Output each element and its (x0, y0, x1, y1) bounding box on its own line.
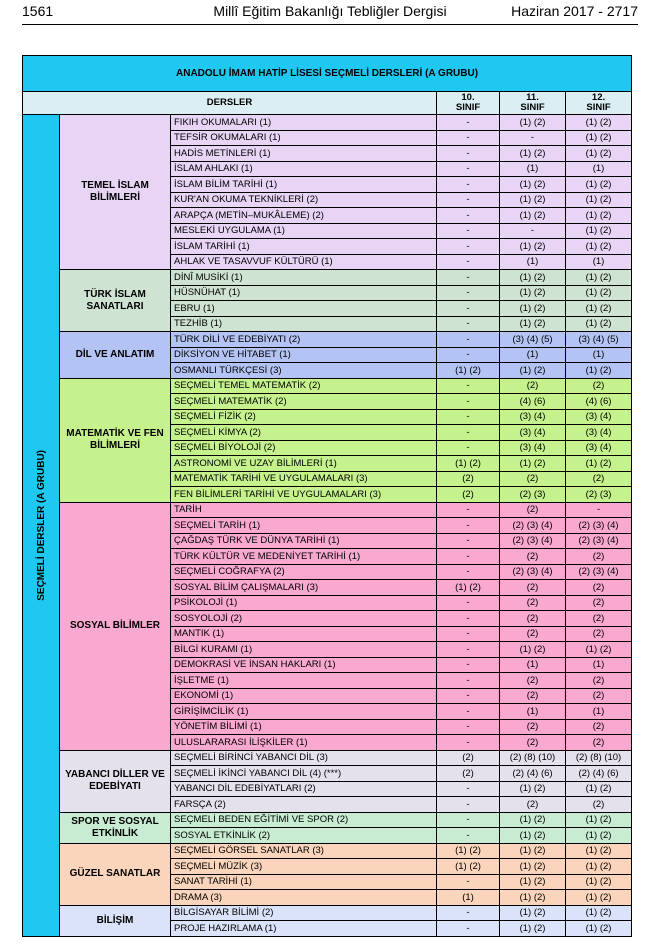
group-name: DİL VE ANLATIM (60, 332, 171, 379)
grade-11-hours: (1) (2) (500, 905, 566, 921)
grade-11-hours: (1) (2) (500, 642, 566, 658)
group-name: BİLİŞİM (60, 905, 171, 936)
grade-10-hours: (2) (437, 750, 500, 766)
grade-12-hours: (1) (2) (566, 177, 632, 193)
grade-10-hours: (1) (2) (437, 859, 500, 875)
grade-10-hours: - (437, 223, 500, 239)
grade-10-hours: - (437, 719, 500, 735)
grade-12-hours: (1) (2) (566, 130, 632, 146)
page-number: 1561 (22, 3, 54, 19)
grade-11-hours: (1) (2) (500, 270, 566, 286)
grade-12-hours: (4) (6) (566, 394, 632, 410)
grade-12-hours: (1) (2) (566, 239, 632, 255)
course-name: BİLGİSAYAR BİLİMİ (2) (171, 905, 437, 921)
grade-12-hours: (1) (566, 657, 632, 673)
course-name: MESLEKİ UYGULAMA (1) (171, 223, 437, 239)
course-name: İSLAM BİLİM TARİHİ (1) (171, 177, 437, 193)
grade-12-hours: (1) (2) (566, 905, 632, 921)
course-name: SEÇMELİ COĞRAFYA (2) (171, 564, 437, 580)
table-row (23, 378, 632, 394)
course-name: BİLGİ KURAMI (1) (171, 642, 437, 658)
grade-12-hours: (2) (566, 719, 632, 735)
grade-11-hours: (1) (500, 704, 566, 720)
grade-10-hours: - (437, 177, 500, 193)
grade-12-hours: (1) (2) (566, 874, 632, 890)
course-name: MATEMATİK TARİHİ VE UYGULAMALARI (3) (171, 471, 437, 487)
grade-12-hours: (1) (2) (566, 890, 632, 906)
grade-11-hours: (2) (500, 549, 566, 565)
table-row (23, 270, 632, 286)
course-name: TÜRK KÜLTÜR VE MEDENİYET TARİHİ (1) (171, 549, 437, 565)
grade-12-hours: (2) (566, 580, 632, 596)
grade-10-hours: (1) (2) (437, 363, 500, 379)
header-grade-12: 12. SINIF (566, 92, 632, 115)
grade-10-hours: - (437, 533, 500, 549)
course-name: SEÇMELİ TARİH (1) (171, 518, 437, 534)
course-name: DİKSİYON VE HİTABET (1) (171, 347, 437, 363)
grade-11-hours: (2) (500, 673, 566, 689)
course-name: İSLAM AHLAKI (1) (171, 161, 437, 177)
grade-12-hours: (3) (4) (566, 409, 632, 425)
grade-12-hours: (1) (2) (566, 223, 632, 239)
group-name: TEMEL İSLAM BİLİMLERİ (60, 115, 171, 270)
group-name: TÜRK İSLAM SANATLARI (60, 270, 171, 332)
grade-10-hours: (1) (2) (437, 843, 500, 859)
grade-10-hours: - (437, 394, 500, 410)
course-name: ASTRONOMİ VE UZAY BİLİMLERİ (1) (171, 456, 437, 472)
course-name: İŞLETME (1) (171, 673, 437, 689)
grade-11-hours: (3) (4) (500, 409, 566, 425)
course-name: HÜSNÜHAT (1) (171, 285, 437, 301)
grade-11-hours: (1) (2) (500, 921, 566, 937)
grade-12-hours: (2) (566, 611, 632, 627)
course-name: YÖNETİM BİLİMİ (1) (171, 719, 437, 735)
course-name: SEÇMELİ KİMYA (2) (171, 425, 437, 441)
grade-12-hours: (2) (566, 797, 632, 813)
course-name: FIKIH OKUMALARI (1) (171, 115, 437, 131)
grade-11-hours: (3) (4) (500, 440, 566, 456)
course-name: PSİKOLOJİ (1) (171, 595, 437, 611)
grade-12-hours: (1) (566, 161, 632, 177)
grade-12-hours: (1) (2) (566, 115, 632, 131)
grade-11-hours: (2) (3) (4) (500, 518, 566, 534)
table-title-row (23, 56, 632, 92)
table-row (23, 502, 632, 518)
grade-10-hours: (2) (437, 471, 500, 487)
grade-11-hours: (2) (500, 719, 566, 735)
header-grade-10: 10. SINIF (437, 92, 500, 115)
course-name: ARAPÇA (METİN–MUKÂLEME) (2) (171, 208, 437, 224)
grade-11-hours: (1) (2) (500, 301, 566, 317)
grade-11-hours: (1) (2) (500, 177, 566, 193)
grade-12-hours: (1) (2) (566, 812, 632, 828)
grade-12-hours: (2) (3) (4) (566, 533, 632, 549)
table-row (23, 115, 632, 131)
grade-11-hours: (1) (2) (500, 843, 566, 859)
grade-12-hours: (1) (2) (566, 285, 632, 301)
table-row (23, 332, 632, 348)
grade-11-hours: (2) (3) (500, 487, 566, 503)
grade-10-hours: - (437, 673, 500, 689)
course-name: OSMANLI TÜRKÇESİ (3) (171, 363, 437, 379)
course-name: KUR'AN OKUMA TEKNİKLERİ (2) (171, 192, 437, 208)
grade-10-hours: - (437, 130, 500, 146)
grade-10-hours: - (437, 797, 500, 813)
grade-10-hours: - (437, 657, 500, 673)
grade-12-hours: (2) (566, 595, 632, 611)
grade-10-hours: - (437, 285, 500, 301)
grade-11-hours: (1) (2) (500, 285, 566, 301)
course-name: SOSYAL BİLİM ÇALIŞMALARI (3) (171, 580, 437, 596)
header-dersler: DERSLER (23, 92, 437, 115)
course-name: SEÇMELİ BİRİNCİ YABANCI DİL (3) (171, 750, 437, 766)
grade-11-hours: (1) (500, 347, 566, 363)
grade-12-hours: (2) (4) (6) (566, 766, 632, 782)
course-name: SANAT TARİHİ (1) (171, 874, 437, 890)
grade-10-hours: - (437, 595, 500, 611)
grade-11-hours: (1) (500, 657, 566, 673)
course-name: FARSÇA (2) (171, 797, 437, 813)
grade-12-hours: (2) (566, 471, 632, 487)
table-row (23, 750, 632, 766)
grade-11-hours: (1) (2) (500, 456, 566, 472)
grade-12-hours: (2) (566, 549, 632, 565)
course-name: SEÇMELİ TEMEL MATEMATİK (2) (171, 378, 437, 394)
grade-11-hours: (1) (500, 254, 566, 270)
course-name: TÜRK DİLİ VE EDEBİYATI (2) (171, 332, 437, 348)
table-row (23, 843, 632, 859)
course-name: GİRİŞİMCİLİK (1) (171, 704, 437, 720)
course-name: DRAMA (3) (171, 890, 437, 906)
grade-11-hours: (3) (4) (5) (500, 332, 566, 348)
grade-10-hours: - (437, 549, 500, 565)
grade-12-hours: (1) (2) (566, 363, 632, 379)
grade-11-hours: (1) (2) (500, 874, 566, 890)
grade-10-hours: - (437, 642, 500, 658)
course-name: FEN BİLİMLERİ TARİHİ VE UYGULAMALARI (3) (171, 487, 437, 503)
grade-10-hours: - (437, 332, 500, 348)
grade-12-hours: (1) (2) (566, 456, 632, 472)
grade-11-hours: (2) (500, 797, 566, 813)
grade-10-hours: - (437, 378, 500, 394)
grade-11-hours: (4) (6) (500, 394, 566, 410)
grade-12-hours: (2) (566, 688, 632, 704)
grade-12-hours: (2) (8) (10) (566, 750, 632, 766)
group-name: GÜZEL SANATLAR (60, 843, 171, 905)
grade-11-hours: - (500, 130, 566, 146)
course-name: TARİH (171, 502, 437, 518)
grade-12-hours: (2) (3) (566, 487, 632, 503)
grade-11-hours: (2) (500, 502, 566, 518)
course-name: SEÇMELİ BİYOLOJİ (2) (171, 440, 437, 456)
grade-10-hours: - (437, 316, 500, 332)
grade-12-hours: (1) (2) (566, 828, 632, 844)
course-name: AHLAK VE TASAVVUF KÜLTÜRÜ (1) (171, 254, 437, 270)
grade-11-hours: (2) (3) (4) (500, 564, 566, 580)
electives-table (22, 55, 632, 937)
grade-11-hours: (1) (2) (500, 812, 566, 828)
course-name: SOSYAL ETKİNLİK (2) (171, 828, 437, 844)
course-name: ULUSLARARASI İLİŞKİLER (1) (171, 735, 437, 751)
grade-10-hours: - (437, 874, 500, 890)
table-row (23, 905, 632, 921)
grade-11-hours: (2) (500, 580, 566, 596)
grade-10-hours: - (437, 828, 500, 844)
grade-12-hours: (1) (566, 347, 632, 363)
grade-10-hours: - (437, 301, 500, 317)
grade-12-hours: (2) (566, 735, 632, 751)
course-name: PROJE HAZIRLAMA (1) (171, 921, 437, 937)
grade-12-hours: (2) (3) (4) (566, 564, 632, 580)
course-name: HADİS METİNLERİ (1) (171, 146, 437, 162)
issue-date: Haziran 2017 - 2717 (511, 3, 638, 19)
course-name: ÇAĞDAŞ TÜRK VE DÜNYA TARİHİ (1) (171, 533, 437, 549)
journal-title: Millî Eğitim Bakanlığı Tebliğler Dergisi (213, 3, 447, 19)
course-name: SEÇMELİ MÜZİK (3) (171, 859, 437, 875)
grade-10-hours: - (437, 146, 500, 162)
grade-11-hours: (2) (500, 378, 566, 394)
grade-10-hours: (2) (437, 766, 500, 782)
header-grade-11: 11. SINIF (500, 92, 566, 115)
course-name: YABANCI DİL EDEBİYATLARI (2) (171, 781, 437, 797)
grade-11-hours: (1) (2) (500, 239, 566, 255)
grade-12-hours: (1) (2) (566, 192, 632, 208)
course-name: SEÇMELİ FİZİK (2) (171, 409, 437, 425)
grade-11-hours: (2) (8) (10) (500, 750, 566, 766)
grade-11-hours: - (500, 223, 566, 239)
grade-10-hours: - (437, 192, 500, 208)
grade-11-hours: (2) (3) (4) (500, 533, 566, 549)
grade-12-hours: (3) (4) (5) (566, 332, 632, 348)
course-name: MANTIK (1) (171, 626, 437, 642)
course-name: İSLAM TARİHİ (1) (171, 239, 437, 255)
grade-11-hours: (1) (2) (500, 890, 566, 906)
grade-12-hours: (2) (3) (4) (566, 518, 632, 534)
table-title: ANADOLU İMAM HATİP LİSESİ SEÇMELİ DERSLERİ (A GRUBU) (23, 56, 632, 92)
grade-11-hours: (1) (2) (500, 363, 566, 379)
grade-12-hours: (1) (2) (566, 642, 632, 658)
grade-10-hours: - (437, 518, 500, 534)
grade-12-hours: (1) (2) (566, 859, 632, 875)
course-name: EKONOMİ (1) (171, 688, 437, 704)
grade-10-hours: - (437, 115, 500, 131)
grade-12-hours: (1) (2) (566, 270, 632, 286)
course-name: SEÇMELİ MATEMATİK (2) (171, 394, 437, 410)
grade-10-hours: - (437, 270, 500, 286)
grade-10-hours: - (437, 704, 500, 720)
grade-12-hours: (1) (2) (566, 146, 632, 162)
grade-10-hours: (1) (2) (437, 580, 500, 596)
grade-12-hours: (1) (2) (566, 301, 632, 317)
grade-10-hours: - (437, 347, 500, 363)
course-name: DİNÎ MUSİKİ (1) (171, 270, 437, 286)
grade-10-hours: - (437, 812, 500, 828)
grade-10-hours: (1) (437, 890, 500, 906)
grade-12-hours: (2) (566, 378, 632, 394)
grade-10-hours: - (437, 688, 500, 704)
group-name: MATEMATİK VE FEN BİLİMLERİ (60, 378, 171, 502)
course-name: SEÇMELİ İKİNCİ YABANCI DİL (4) (***) (171, 766, 437, 782)
course-name: TEZHİB (1) (171, 316, 437, 332)
grade-10-hours: (1) (2) (437, 456, 500, 472)
grade-11-hours: (2) (500, 471, 566, 487)
grade-10-hours: - (437, 735, 500, 751)
grade-10-hours: - (437, 502, 500, 518)
side-label: SEÇMELİ DERSLER (A GRUBU) (23, 115, 60, 937)
grade-10-hours: - (437, 921, 500, 937)
grade-12-hours: (3) (4) (566, 440, 632, 456)
grade-11-hours: (2) (500, 626, 566, 642)
grade-10-hours: - (437, 781, 500, 797)
column-header-row (23, 92, 632, 115)
grade-11-hours: (1) (500, 161, 566, 177)
grade-12-hours: (3) (4) (566, 425, 632, 441)
grade-10-hours: - (437, 564, 500, 580)
grade-12-hours: (1) (2) (566, 921, 632, 937)
grade-12-hours: (2) (566, 626, 632, 642)
grade-10-hours: - (437, 440, 500, 456)
grade-12-hours: (1) (2) (566, 208, 632, 224)
grade-11-hours: (1) (2) (500, 146, 566, 162)
group-name: SPOR VE SOSYAL ETKİNLİK (60, 812, 171, 843)
course-name: SOSYOLOJİ (2) (171, 611, 437, 627)
grade-11-hours: (2) (500, 611, 566, 627)
grade-10-hours: - (437, 239, 500, 255)
course-name: EBRU (1) (171, 301, 437, 317)
grade-10-hours: (2) (437, 487, 500, 503)
grade-11-hours: (2) (4) (6) (500, 766, 566, 782)
grade-11-hours: (1) (2) (500, 208, 566, 224)
grade-12-hours: (1) (2) (566, 781, 632, 797)
course-name: SEÇMELİ GÖRSEL SANATLAR (3) (171, 843, 437, 859)
grade-10-hours: - (437, 161, 500, 177)
grade-11-hours: (1) (2) (500, 316, 566, 332)
grade-10-hours: - (437, 425, 500, 441)
grade-11-hours: (2) (500, 595, 566, 611)
grade-11-hours: (3) (4) (500, 425, 566, 441)
grade-11-hours: (1) (2) (500, 828, 566, 844)
grade-12-hours: (1) (566, 704, 632, 720)
grade-11-hours: (2) (500, 735, 566, 751)
grade-10-hours: - (437, 409, 500, 425)
grade-12-hours: (1) (2) (566, 316, 632, 332)
course-name: DEMOKRASİ VE İNSAN HAKLARI (1) (171, 657, 437, 673)
grade-12-hours: (1) (2) (566, 843, 632, 859)
group-name: YABANCI DİLLER VE EDEBİYATI (60, 750, 171, 812)
grade-12-hours: (1) (566, 254, 632, 270)
grade-10-hours: - (437, 254, 500, 270)
grade-11-hours: (1) (2) (500, 115, 566, 131)
grade-11-hours: (1) (2) (500, 781, 566, 797)
course-name: SEÇMELİ BEDEN EĞİTİMİ VE SPOR (2) (171, 812, 437, 828)
grade-10-hours: - (437, 611, 500, 627)
grade-11-hours: (1) (2) (500, 859, 566, 875)
grade-10-hours: - (437, 208, 500, 224)
grade-11-hours: (1) (2) (500, 192, 566, 208)
grade-12-hours: - (566, 502, 632, 518)
table-row (23, 812, 632, 828)
grade-11-hours: (2) (500, 688, 566, 704)
group-name: SOSYAL BİLİMLER (60, 502, 171, 750)
page-header (22, 2, 638, 25)
grade-10-hours: - (437, 626, 500, 642)
course-name: TEFSİR OKUMALARI (1) (171, 130, 437, 146)
grade-10-hours: - (437, 905, 500, 921)
grade-12-hours: (2) (566, 673, 632, 689)
